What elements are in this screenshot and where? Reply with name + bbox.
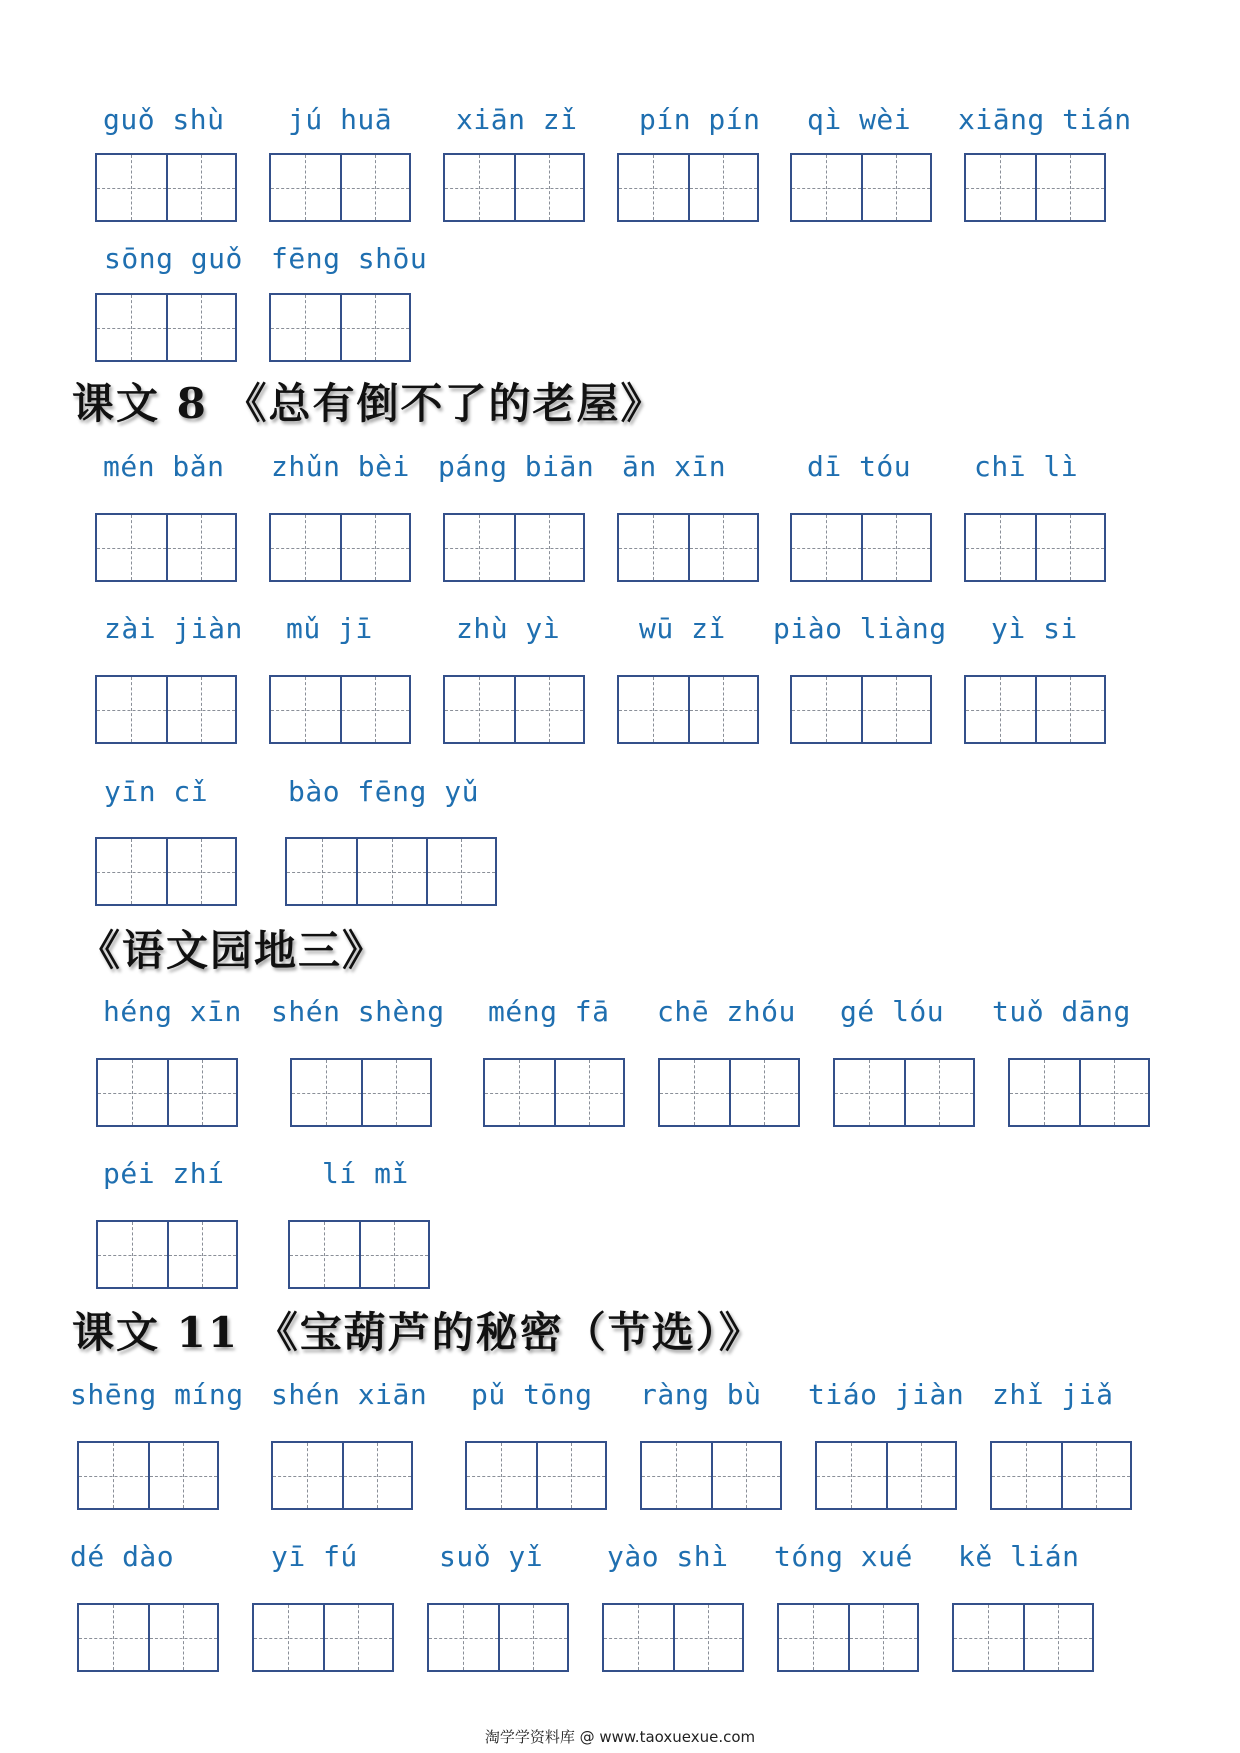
pinyin-label: pín pín: [639, 103, 761, 136]
pinyin-label: lí mǐ: [322, 1157, 409, 1190]
tianzige-cell[interactable]: [290, 1222, 359, 1287]
tianzige-cell[interactable]: [287, 839, 356, 904]
tianzige-cell[interactable]: [861, 155, 930, 220]
tianzige-cell[interactable]: [426, 839, 495, 904]
character-writing-grid[interactable]: [443, 513, 585, 582]
tianzige-cell[interactable]: [554, 1060, 623, 1125]
pinyin-label: zhǐ jiǎ: [992, 1378, 1114, 1411]
tianzige-cell[interactable]: [97, 295, 166, 360]
tianzige-cell[interactable]: [359, 1222, 428, 1287]
tianzige-cell[interactable]: [97, 839, 166, 904]
tianzige-cell[interactable]: [1035, 515, 1104, 580]
character-writing-grid[interactable]: [658, 1058, 800, 1127]
tianzige-cell[interactable]: [1061, 1443, 1130, 1508]
tianzige-cell[interactable]: [688, 677, 757, 742]
tianzige-cell[interactable]: [861, 677, 930, 742]
tianzige-cell[interactable]: [992, 1443, 1061, 1508]
pinyin-label: qì wèi: [807, 103, 912, 136]
pinyin-label: suǒ yǐ: [439, 1540, 544, 1573]
pinyin-label: tuǒ dāng: [992, 995, 1131, 1028]
tianzige-cell[interactable]: [711, 1443, 780, 1508]
pinyin-label: xiāng tián: [958, 103, 1132, 136]
character-writing-grid[interactable]: [95, 153, 237, 222]
pinyin-label: yī fú: [271, 1540, 358, 1573]
pinyin-label: yào shì: [607, 1540, 729, 1573]
character-writing-grid[interactable]: [964, 675, 1106, 744]
tianzige-cell[interactable]: [79, 1605, 148, 1670]
section-heading: 《语文园地三》: [78, 926, 387, 975]
character-writing-grid[interactable]: [290, 1058, 432, 1127]
character-writing-grid[interactable]: [95, 675, 237, 744]
pinyin-label: sōng guǒ: [104, 242, 243, 275]
section-heading: 课文 11 《宝葫芦的秘密（节选）》: [72, 1308, 763, 1357]
pinyin-label: ràng bù: [640, 1378, 762, 1411]
pinyin-label: piào liàng: [773, 612, 947, 645]
character-writing-grid[interactable]: [1008, 1058, 1150, 1127]
tianzige-cell[interactable]: [97, 155, 166, 220]
tianzige-cell[interactable]: [835, 1060, 904, 1125]
tianzige-cell[interactable]: [1079, 1060, 1148, 1125]
pinyin-label: pǔ tōng: [471, 1378, 593, 1411]
tianzige-cell[interactable]: [792, 515, 861, 580]
character-writing-grid[interactable]: [96, 1220, 238, 1289]
tianzige-cell[interactable]: [729, 1060, 798, 1125]
tianzige-cell[interactable]: [514, 515, 583, 580]
pinyin-label: mén bǎn: [103, 450, 225, 483]
pinyin-label: wū zǐ: [639, 612, 726, 645]
tianzige-cell[interactable]: [536, 1443, 605, 1508]
character-writing-grid[interactable]: [465, 1441, 607, 1510]
pinyin-label: zài jiàn: [104, 612, 243, 645]
tianzige-cell[interactable]: [604, 1605, 673, 1670]
pinyin-label: shén xiān: [271, 1378, 428, 1411]
tianzige-cell[interactable]: [861, 515, 930, 580]
tianzige-cell[interactable]: [445, 677, 514, 742]
tianzige-cell[interactable]: [467, 1443, 536, 1508]
tianzige-cell[interactable]: [445, 515, 514, 580]
character-writing-grid[interactable]: [443, 675, 585, 744]
tianzige-cell[interactable]: [340, 155, 409, 220]
pinyin-label: gé lóu: [840, 995, 945, 1028]
tianzige-cell[interactable]: [271, 515, 340, 580]
pinyin-label: ān xīn: [622, 450, 727, 483]
tianzige-cell[interactable]: [273, 1443, 342, 1508]
tianzige-cell[interactable]: [688, 155, 757, 220]
character-writing-grid[interactable]: [617, 675, 759, 744]
tianzige-cell[interactable]: [619, 515, 688, 580]
character-writing-grid[interactable]: [252, 1603, 394, 1672]
tianzige-cell[interactable]: [619, 155, 688, 220]
pinyin-label: dé dào: [70, 1540, 175, 1573]
character-writing-grid[interactable]: [990, 1441, 1132, 1510]
tianzige-cell[interactable]: [98, 1222, 167, 1287]
pinyin-label: guǒ shù: [103, 103, 225, 136]
character-writing-grid[interactable]: [96, 1058, 238, 1127]
pinyin-label: bào fēng yǔ: [288, 775, 479, 808]
tianzige-cell[interactable]: [886, 1443, 955, 1508]
character-writing-grid[interactable]: [790, 513, 932, 582]
tianzige-cell[interactable]: [167, 1060, 236, 1125]
tianzige-cell[interactable]: [340, 677, 409, 742]
character-writing-grid[interactable]: [833, 1058, 975, 1127]
tianzige-cell[interactable]: [429, 1605, 498, 1670]
tianzige-cell[interactable]: [966, 677, 1035, 742]
pinyin-label: péi zhí: [103, 1157, 225, 1190]
tianzige-cell[interactable]: [271, 677, 340, 742]
tianzige-cell[interactable]: [166, 677, 235, 742]
tianzige-cell[interactable]: [904, 1060, 973, 1125]
tianzige-cell[interactable]: [1010, 1060, 1079, 1125]
tianzige-cell[interactable]: [642, 1443, 711, 1508]
pinyin-label: shén shèng: [271, 995, 445, 1028]
character-writing-grid[interactable]: [95, 293, 237, 362]
tianzige-cell[interactable]: [514, 677, 583, 742]
character-writing-grid[interactable]: [964, 513, 1106, 582]
pinyin-label: fēng shōu: [271, 242, 428, 275]
character-writing-grid[interactable]: [77, 1441, 219, 1510]
tianzige-cell[interactable]: [340, 295, 409, 360]
pinyin-label: zhù yì: [456, 612, 561, 645]
character-writing-grid[interactable]: [640, 1441, 782, 1510]
pinyin-label: méng fā: [488, 995, 610, 1028]
character-writing-grid[interactable]: [602, 1603, 744, 1672]
tianzige-cell[interactable]: [98, 1060, 167, 1125]
character-writing-grid[interactable]: [269, 675, 411, 744]
tianzige-cell[interactable]: [271, 295, 340, 360]
character-writing-grid[interactable]: [285, 837, 497, 906]
character-writing-grid[interactable]: [617, 513, 759, 582]
character-writing-grid[interactable]: [964, 153, 1106, 222]
character-writing-grid[interactable]: [269, 293, 411, 362]
tianzige-cell[interactable]: [673, 1605, 742, 1670]
tianzige-cell[interactable]: [688, 515, 757, 580]
pinyin-label: kě lián: [958, 1540, 1080, 1573]
tianzige-cell[interactable]: [148, 1605, 217, 1670]
character-writing-grid[interactable]: [815, 1441, 957, 1510]
pinyin-label: chē zhóu: [657, 995, 796, 1028]
pinyin-label: yì si: [991, 612, 1078, 645]
tianzige-cell[interactable]: [485, 1060, 554, 1125]
section-heading: 课文 8 《总有倒不了的老屋》: [72, 379, 665, 428]
pinyin-label: jú huā: [288, 103, 393, 136]
tianzige-cell[interactable]: [966, 155, 1035, 220]
character-writing-grid[interactable]: [952, 1603, 1094, 1672]
pinyin-label: héng xīn: [103, 995, 242, 1028]
footer-watermark: 淘学学资料库 @ www.taoxuexue.com: [484, 1728, 756, 1746]
character-writing-grid[interactable]: [95, 837, 237, 906]
tianzige-cell[interactable]: [954, 1605, 1023, 1670]
tianzige-cell[interactable]: [97, 515, 166, 580]
tianzige-cell[interactable]: [148, 1443, 217, 1508]
tianzige-cell[interactable]: [292, 1060, 361, 1125]
tianzige-cell[interactable]: [166, 295, 235, 360]
character-writing-grid[interactable]: [617, 153, 759, 222]
tianzige-cell[interactable]: [342, 1443, 411, 1508]
tianzige-cell[interactable]: [817, 1443, 886, 1508]
character-writing-grid[interactable]: [271, 1441, 413, 1510]
tianzige-cell[interactable]: [792, 155, 861, 220]
tianzige-cell[interactable]: [166, 839, 235, 904]
tianzige-cell[interactable]: [323, 1605, 392, 1670]
tianzige-cell[interactable]: [660, 1060, 729, 1125]
character-writing-grid[interactable]: [443, 153, 585, 222]
pinyin-label: shēng míng: [70, 1378, 244, 1411]
tianzige-cell[interactable]: [271, 155, 340, 220]
tianzige-cell[interactable]: [254, 1605, 323, 1670]
tianzige-cell[interactable]: [779, 1605, 848, 1670]
tianzige-cell[interactable]: [97, 677, 166, 742]
character-writing-grid[interactable]: [427, 1603, 569, 1672]
character-writing-grid[interactable]: [790, 675, 932, 744]
pinyin-label: yīn cǐ: [104, 775, 209, 808]
character-writing-grid[interactable]: [790, 153, 932, 222]
character-writing-grid[interactable]: [95, 513, 237, 582]
character-writing-grid[interactable]: [77, 1603, 219, 1672]
tianzige-cell[interactable]: [166, 515, 235, 580]
tianzige-cell[interactable]: [1035, 155, 1104, 220]
tianzige-cell[interactable]: [514, 155, 583, 220]
tianzige-cell[interactable]: [792, 677, 861, 742]
tianzige-cell[interactable]: [167, 1222, 236, 1287]
pinyin-label: dī tóu: [807, 450, 912, 483]
tianzige-cell[interactable]: [79, 1443, 148, 1508]
pinyin-label: chī lì: [974, 450, 1079, 483]
tianzige-cell[interactable]: [1035, 677, 1104, 742]
tianzige-cell[interactable]: [1023, 1605, 1092, 1670]
tianzige-cell[interactable]: [498, 1605, 567, 1670]
pinyin-label: zhǔn bèi: [271, 450, 410, 483]
tianzige-cell[interactable]: [166, 155, 235, 220]
character-writing-grid[interactable]: [269, 513, 411, 582]
tianzige-cell[interactable]: [619, 677, 688, 742]
character-writing-grid[interactable]: [269, 153, 411, 222]
tianzige-cell[interactable]: [340, 515, 409, 580]
tianzige-cell[interactable]: [361, 1060, 430, 1125]
tianzige-cell[interactable]: [445, 155, 514, 220]
pinyin-label: tóng xué: [774, 1540, 913, 1573]
pinyin-label: tiáo jiàn: [808, 1378, 965, 1411]
pinyin-label: mǔ jī: [286, 612, 373, 645]
pinyin-label: xiān zǐ: [456, 103, 578, 136]
character-writing-grid[interactable]: [288, 1220, 430, 1289]
character-writing-grid[interactable]: [777, 1603, 919, 1672]
tianzige-cell[interactable]: [848, 1605, 917, 1670]
tianzige-cell[interactable]: [356, 839, 425, 904]
pinyin-label: páng biān: [438, 450, 595, 483]
character-writing-grid[interactable]: [483, 1058, 625, 1127]
tianzige-cell[interactable]: [966, 515, 1035, 580]
